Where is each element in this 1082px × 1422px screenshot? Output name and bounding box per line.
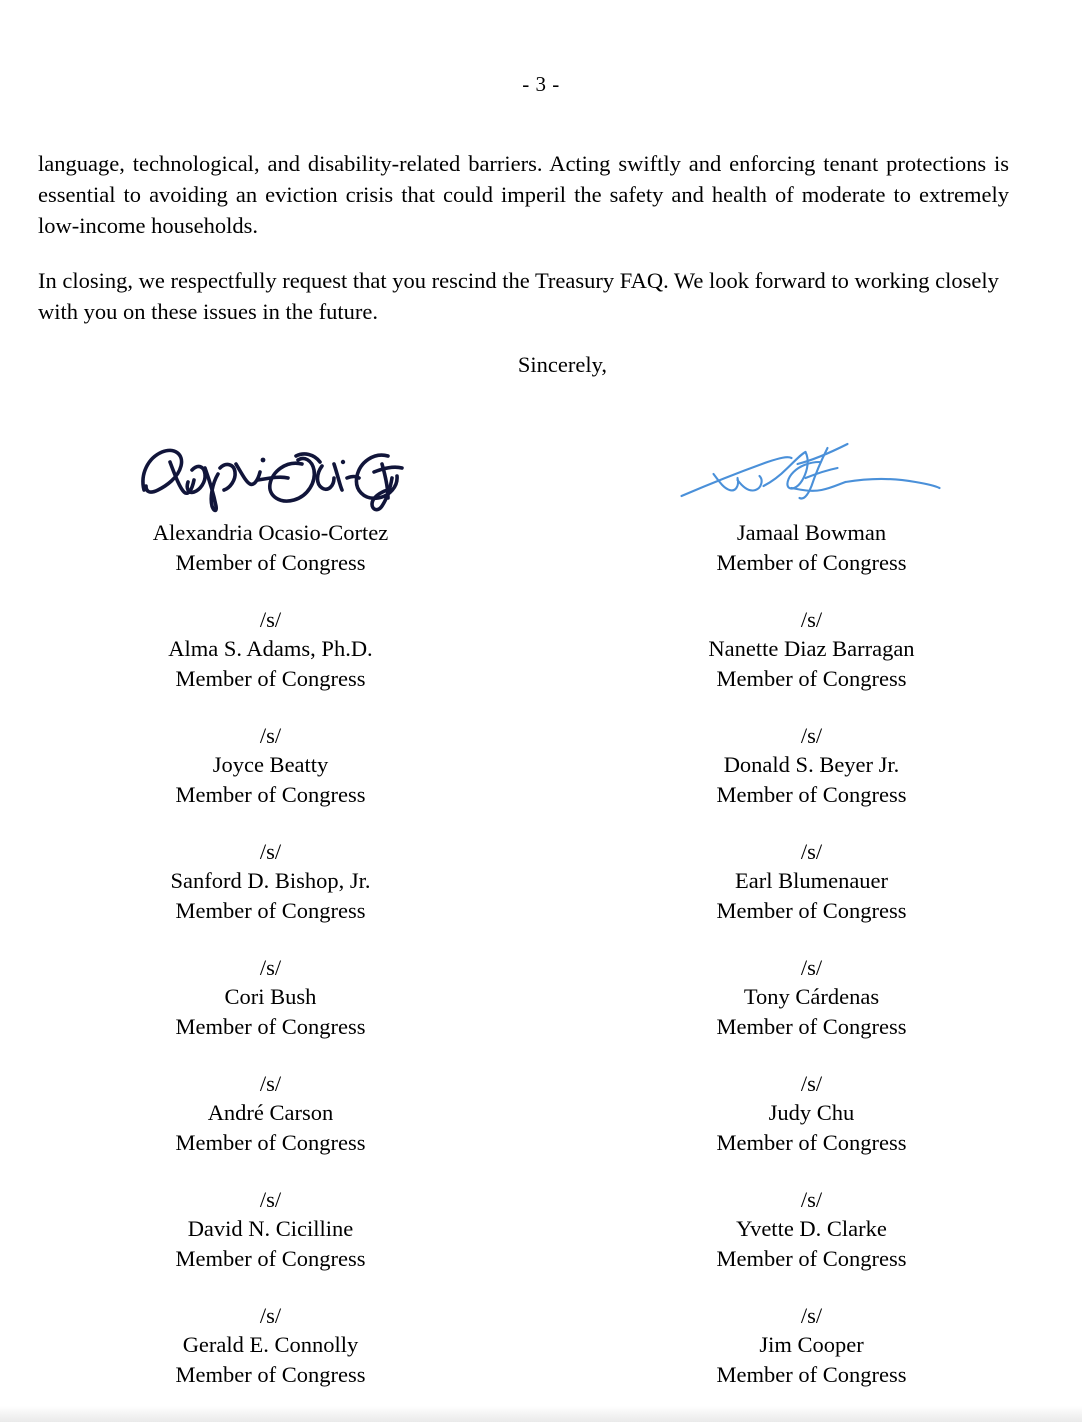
slash-s-mark: /s/ xyxy=(800,954,823,980)
signature-ocasio-cortez xyxy=(0,410,541,518)
slash-s-mark: /s/ xyxy=(259,954,282,980)
signature-cell-left xyxy=(0,837,541,926)
signer-title: Member of Congress xyxy=(716,1361,907,1387)
signer-name: Judy Chu xyxy=(768,1100,855,1125)
signer-title: Member of Congress xyxy=(716,897,907,923)
signer-name: Alexandria Ocasio-Cortez xyxy=(152,520,389,545)
signer-name: Nanette Diaz Barragan xyxy=(708,636,915,661)
signer-title: Member of Congress xyxy=(716,665,907,691)
signer-title: Member of Congress xyxy=(716,781,907,807)
slash-s-mark: /s/ xyxy=(259,1302,282,1328)
signer-name: Gerald E. Connolly xyxy=(182,1332,359,1357)
signature-row xyxy=(0,1185,1082,1274)
signature-cell-left xyxy=(0,953,541,1042)
signature-cell-right xyxy=(541,605,1082,694)
signer-title: Member of Congress xyxy=(716,1245,907,1271)
slash-s-mark: /s/ xyxy=(259,1186,282,1212)
signer-title: Member of Congress xyxy=(716,1129,907,1155)
signature-cell-left xyxy=(0,605,541,694)
slash-s-mark: /s/ xyxy=(800,1186,823,1212)
signature-bowman xyxy=(541,410,1082,518)
signature-cell-left xyxy=(0,1069,541,1158)
signer-name: Yvette D. Clarke xyxy=(736,1216,887,1241)
signature-cell-right xyxy=(541,721,1082,810)
slash-s-mark: /s/ xyxy=(259,606,282,632)
signer-name: Sanford D. Bishop, Jr. xyxy=(170,868,371,893)
signer-title: Member of Congress xyxy=(716,1013,907,1039)
signature-cell-right xyxy=(541,1301,1082,1390)
signer-name: Joyce Beatty xyxy=(212,752,329,777)
signer-name: Jim Cooper xyxy=(759,1332,864,1357)
signer-name: André Carson xyxy=(207,1100,334,1125)
slash-s-mark: /s/ xyxy=(800,722,823,748)
signature-row xyxy=(0,837,1082,926)
signature-cell-right xyxy=(541,1069,1082,1158)
signer-name: Tony Cárdenas xyxy=(743,984,880,1009)
signature-cell-left xyxy=(0,721,541,810)
signer-title: Member of Congress xyxy=(175,549,366,575)
signer-title: Member of Congress xyxy=(175,1361,366,1387)
signature-cell-right xyxy=(541,1185,1082,1274)
slash-s-mark: /s/ xyxy=(259,722,282,748)
signature-row xyxy=(0,1301,1082,1390)
signer-name: Jamaal Bowman xyxy=(736,520,887,545)
closing-salutation xyxy=(0,352,1082,378)
signature-row xyxy=(0,953,1082,1042)
body-paragraph-2: In closing, we respectfully request that you rescind the Treasury FAQ. We look forward to working closely with you on these issues in the future. xyxy=(38,268,999,324)
signature-row xyxy=(0,605,1082,694)
signer-name: Earl Blumenauer xyxy=(734,868,889,893)
letter-body xyxy=(38,148,1009,327)
signature-cell-right xyxy=(541,837,1082,926)
slash-s-mark: /s/ xyxy=(259,1070,282,1096)
signer-name: Alma S. Adams, Ph.D. xyxy=(168,636,373,661)
signer-title: Member of Congress xyxy=(175,781,366,807)
signer-title: Member of Congress xyxy=(175,1245,366,1271)
signature-block xyxy=(0,410,1082,1389)
closing-salutation-text: Sincerely, xyxy=(517,352,608,377)
signer-title: Member of Congress xyxy=(175,897,366,923)
signer-title: Member of Congress xyxy=(175,1013,366,1039)
signer-title: Member of Congress xyxy=(175,665,366,691)
signature-cell-right xyxy=(541,410,1082,577)
slash-s-mark: /s/ xyxy=(800,1070,823,1096)
signature-row xyxy=(0,721,1082,810)
slash-s-mark: /s/ xyxy=(259,838,282,864)
signer-name: David N. Cicilline xyxy=(187,1216,354,1241)
page-bottom-edge xyxy=(0,1406,1082,1422)
slash-s-mark: /s/ xyxy=(800,606,823,632)
body-paragraph-1: language, technological, and disability-related barriers. Acting swiftly and enforcing tenant protections is essential to avoiding an eviction crisis that could imperil the safety and health of moderate to extremely low-income households. xyxy=(38,151,1009,238)
signer-name: Donald S. Beyer Jr. xyxy=(723,752,900,777)
signature-cell-left xyxy=(0,1301,541,1390)
slash-s-mark: /s/ xyxy=(800,1302,823,1328)
signer-name: Cori Bush xyxy=(224,984,317,1009)
slash-s-mark: /s/ xyxy=(800,838,823,864)
page-number: - 3 - xyxy=(522,72,560,96)
signature-row xyxy=(0,1069,1082,1158)
signature-cell-left xyxy=(0,410,541,577)
signer-title: Member of Congress xyxy=(175,1129,366,1155)
signer-title: Member of Congress xyxy=(716,549,907,575)
signature-cell-right xyxy=(541,953,1082,1042)
signature-cell-left xyxy=(0,1185,541,1274)
signature-row xyxy=(0,410,1082,577)
